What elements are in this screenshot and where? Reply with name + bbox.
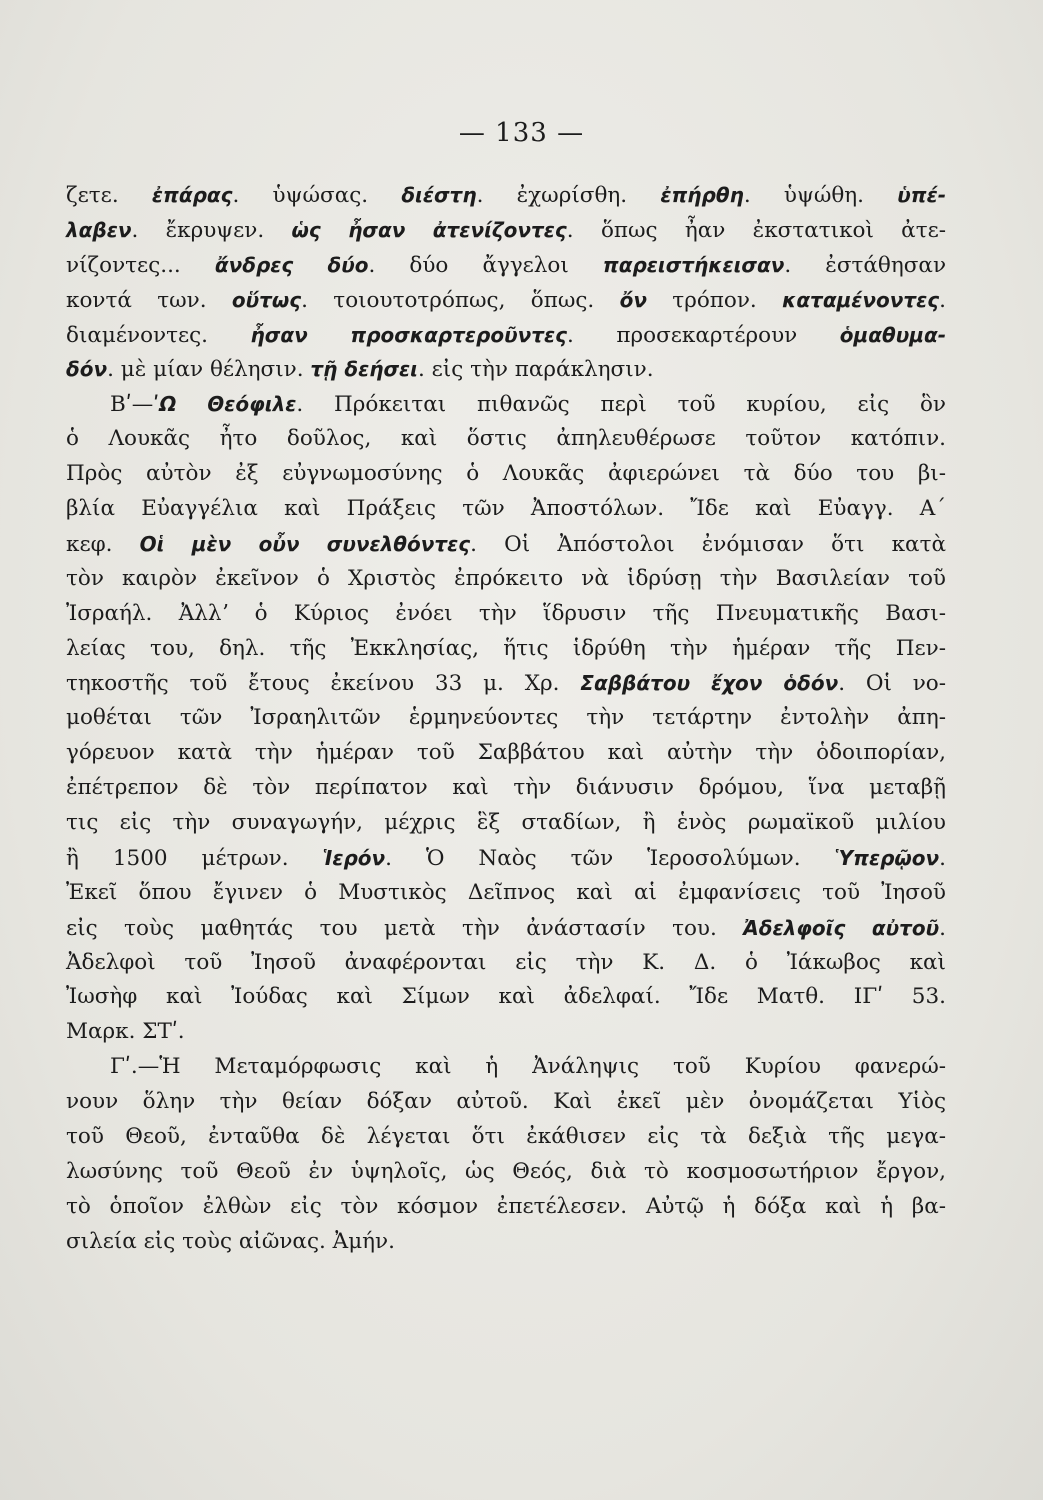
emphasis-term: Σαββάτου ἔχον ὁδόν — [580, 671, 839, 696]
text-line — [66, 1155, 946, 1190]
text-run: . ὑψώσας. — [232, 183, 402, 208]
emphasis-term: τῇ δεήσει — [310, 357, 418, 382]
text-run: σιλεία εἰς τοὺς αἰῶνας. Ἀμήν. — [66, 1228, 395, 1254]
text-run: τὸν καιρὸν ἐκεῖνον ὁ Χριστὸς ἐπρόκειτο νὰ ἱδρύσῃ τὴν Βασιλείαν τοῦ — [66, 565, 946, 591]
text-run: Ἰσραήλ. Ἀλλʼ ὁ Κύριος ἐνόει τὴν ἵδρυσιν τῆς Πνευματικῆς Βασι- — [66, 600, 946, 626]
emphasis-term: ὄν — [619, 287, 647, 312]
text-run: Μαρκ. ΣΤʹ. — [66, 1019, 185, 1045]
text-run: . ὑψώθη. — [743, 183, 898, 208]
emphasis-term: Ἀδελφοῖς αὐτοῦ — [743, 915, 940, 940]
text-line — [66, 457, 946, 492]
emphasis-term: καταμένοντες — [782, 287, 940, 312]
text-run: νουν ὅλην τὴν θείαν δόξαν αὐτοῦ. Καὶ ἐκεῖ μὲν ὀνομάζεται Υἱὸς — [66, 1089, 946, 1115]
text-run: διαμένοντες. — [66, 322, 251, 348]
text-run: νίζοντες... — [66, 252, 215, 278]
text-line — [66, 248, 946, 283]
emphasis-term: ἐπήρθη — [660, 183, 744, 207]
text-line — [66, 1085, 946, 1120]
text-run: ἐπέτρεπον δὲ τὸν περίπατον καὶ τὴν διάνυσιν δρόμου, ἵνα μεταβῇ — [66, 775, 946, 801]
text-line — [66, 1190, 946, 1225]
text-line — [66, 527, 946, 562]
text-run: μοθέται τῶν Ἰσραηλιτῶν ἑρμηνεύοντες τὴν τετάρτην ἐντολὴν ἀπη- — [66, 705, 946, 731]
text-run: . ἐστάθησαν — [784, 252, 947, 278]
emphasis-term: ʹΩ Θεόφιλε — [153, 392, 297, 417]
emphasis-term: ἄνδρες δύο — [214, 252, 369, 277]
emphasis-term: ἐπάρας — [151, 183, 233, 207]
text-line — [66, 387, 946, 422]
text-run: . δύο ἄγγελοι — [368, 252, 603, 278]
emphasis-term: Οἱ μὲν οὖν συνελθόντες — [139, 531, 471, 556]
text-line — [66, 422, 946, 457]
text-run: . — [939, 915, 946, 941]
text-run: ὁ Λουκᾶς ἦτο δοῦλος, καὶ ὅστις ἀπηλευθέρωσε τοῦτον κατόπιν. — [66, 426, 946, 452]
text-run: κεφ. — [66, 531, 140, 557]
text-line — [66, 1120, 946, 1155]
text-run: . τοιουτοτρόπως, ὅπως. — [301, 287, 620, 313]
text-run: . ἔκρυψεν. — [131, 217, 292, 243]
text-line — [66, 318, 946, 353]
text-line — [66, 841, 946, 876]
text-run: . ἐχωρίσθη. — [476, 183, 661, 208]
text-line — [66, 1015, 946, 1050]
emphasis-term: ὁμαθυμα- — [839, 322, 946, 347]
text-run: Πρὸς αὐτὸν ἐξ εὐγνωμοσύνης ὁ Λουκᾶς ἀφιερώνει τὰ δύο του βι- — [66, 461, 946, 487]
page-number: — 133 — — [458, 118, 585, 148]
text-run: . Πρόκειται πιθανῶς περὶ τοῦ κυρίου, εἰς ὃν — [296, 392, 946, 418]
text-line — [66, 876, 946, 911]
text-run: . εἰς τὴν παράκλησιν. — [417, 357, 654, 383]
text-run: Βʹ— — [110, 392, 154, 418]
text-line — [66, 283, 946, 318]
emphasis-term: ἦσαν προσκαρτεροῦντες — [250, 322, 567, 347]
text-line — [66, 736, 946, 771]
text-run: κοντά των. — [66, 287, 232, 313]
text-run: . — [939, 845, 946, 871]
body-text — [66, 178, 946, 1260]
text-run: τρόπον. — [646, 287, 783, 313]
emphasis-term: Ὑπερῷον — [834, 845, 940, 870]
emphasis-term: διέστη — [401, 183, 477, 207]
emphasis-term: δόν — [66, 357, 108, 382]
emphasis-term: Ἱερόν — [322, 845, 386, 870]
text-run: εἰς τοὺς μαθητάς του μετὰ τὴν ἀνάστασίν του. — [66, 915, 744, 941]
text-run: . ὅπως ἦαν ἐκστατικοὶ ἀτε- — [566, 217, 946, 243]
text-run: τοῦ Θεοῦ, ἐνταῦθα δὲ λέγεται ὅτι ἐκάθισεν εἰς τὰ δεξιὰ τῆς μεγα- — [66, 1124, 946, 1150]
text-line — [66, 597, 946, 632]
emphasis-term: λαβεν — [66, 217, 132, 242]
text-run: . Οἱ νο- — [838, 671, 946, 697]
text-line — [66, 946, 946, 981]
text-run: . Ὁ Ναὸς τῶν Ἱεροσολύμων. — [385, 845, 835, 871]
text-run: γόρευον κατὰ τὴν ἡμέραν τοῦ Σαββάτου καὶ αὐτὴν τὴν ὁδοιπορίαν, — [66, 740, 946, 766]
text-run: ἢ 1500 μέτρων. — [66, 845, 323, 871]
text-line — [66, 771, 946, 806]
text-run: τὸ ὁποῖον ἐλθὼν εἰς τὸν κόσμον ἐπετέλεσεν. Αὐτῷ ἡ δόξα καὶ ἡ βα- — [66, 1193, 946, 1219]
text-line — [66, 701, 946, 736]
text-line — [66, 178, 946, 213]
text-run: βλία Εὐαγγέλια καὶ Πράξεις τῶν Ἀποστόλων. Ἴδε καὶ Εὐαγγ. Α΄ — [66, 496, 946, 522]
text-line — [66, 492, 946, 527]
text-run: λωσύνης τοῦ Θεοῦ ἐν ὑψηλοῖς, ὡς Θεός, διὰ τὸ κοσμοσωτήριον ἔργον, — [66, 1158, 946, 1184]
text-line — [66, 213, 946, 248]
text-run: Γʹ.—Ἡ Μεταμόρφωσις καὶ ἡ Ἀνάληψις τοῦ Κυρίου φανερώ- — [110, 1054, 946, 1080]
text-line — [66, 911, 946, 946]
text-run: τηκοστῆς τοῦ ἔτους ἐκείνου 33 μ. Χρ. — [66, 671, 581, 697]
text-run: Ἰωσὴφ καὶ Ἰούδας καὶ Σίμων καὶ ἀδελφαί. Ἴδε Ματθ. ΙΓʹ 53. — [66, 984, 946, 1010]
text-line — [66, 980, 946, 1015]
text-run: . Οἱ Ἀπόστολοι ἐνόμισαν ὅτι κατὰ — [470, 531, 946, 557]
text-line — [66, 1050, 946, 1085]
text-line — [66, 666, 946, 701]
emphasis-term: παρειστήκεισαν — [602, 252, 785, 277]
text-line — [66, 1225, 946, 1260]
text-line — [66, 352, 946, 387]
text-run: λείας του, δηλ. τῆς Ἐκκλησίας, ἥτις ἱδρύθη τὴν ἡμέραν τῆς Πεν- — [66, 635, 946, 661]
text-run: . προσεκαρτέρουν — [566, 322, 840, 348]
text-run: . μὲ μίαν θέλησιν. — [107, 357, 311, 383]
text-run: ζετε. — [66, 183, 152, 208]
emphasis-term: ὡς ἦσαν ἀτενίζοντες — [291, 217, 567, 242]
text-line — [66, 562, 946, 597]
text-run: Ἐκεῖ ὅπου ἔγινεν ὁ Μυστικὸς Δεῖπνος καὶ αἱ ἐμφανίσεις τοῦ Ἰησοῦ — [66, 879, 946, 905]
text-run: τις εἰς τὴν συναγωγήν, μέχρις ἓξ σταδίων, ἢ ἑνὸς ρωμαϊκοῦ μιλίου — [66, 810, 946, 836]
text-run: . — [939, 287, 946, 313]
emphasis-term: ὑπέ- — [897, 183, 947, 207]
text-run: Ἀδελφοὶ τοῦ Ἰησοῦ ἀναφέρονται εἰς τὴν Κ. Δ. ὁ Ἰάκωβος καὶ — [66, 949, 946, 975]
text-line — [66, 632, 946, 667]
emphasis-term: οὕτως — [231, 287, 302, 312]
text-line — [66, 806, 946, 841]
